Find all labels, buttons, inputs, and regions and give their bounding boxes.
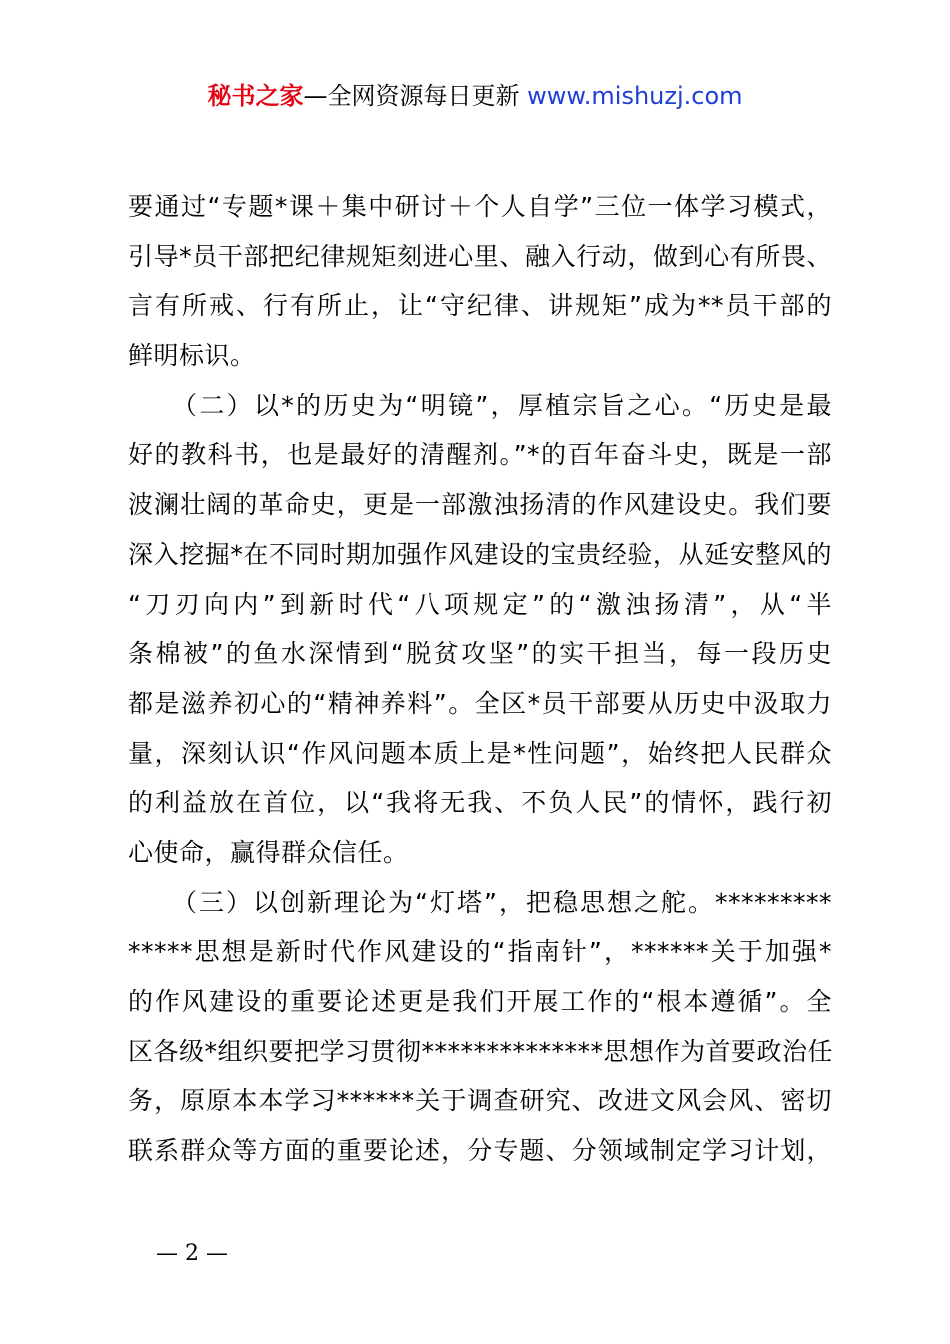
text-line: 波澜壮阔的革命史，更是一部激浊扬清的作风建设史。我们要	[128, 490, 832, 520]
brand-name: 秘书之家	[207, 82, 304, 110]
header-tagline: —全网资源每日更新	[303, 82, 528, 110]
site-url[interactable]: www.mishuzj.com	[527, 82, 743, 110]
text-line: 言有所戒、行有所止，让“守纪律、讲规矩”成为**员干部的	[128, 291, 832, 321]
text-line: 联系群众等方面的重要论述，分专题、分领域制定学习计划，	[128, 1136, 832, 1166]
text-line: 深入挖掘*在不同时期加强作风建设的宝贵经验，从延安整风的	[128, 539, 832, 569]
text-line: （三）以创新理论为“灯塔”，把稳思想之舵。*********	[172, 887, 832, 917]
text-line: 引导*员干部把纪律规矩刻进心里、融入行动，做到心有所畏、	[128, 241, 832, 271]
text-line: 心使命，赢得群众信任。	[128, 837, 409, 867]
text-line: 的作风建设的重要论述更是我们开展工作的“根本遵循”。全	[128, 987, 832, 1016]
text-line: 条棉被”的鱼水深情到“脱贫攻坚”的实干担当，每一段历史	[128, 639, 832, 669]
page-number: — 2 —	[156, 1241, 228, 1266]
text-line: *****思想是新时代作风建设的“指南针”，******关于加强*	[128, 937, 832, 967]
text-line: 要通过“专题*课＋集中研讨＋个人自学”三位一体学习模式，	[128, 192, 832, 221]
site-header	[0, 80, 950, 112]
text-line: 区各级*组织要把学习贯彻**************思想作为首要政治任	[128, 1036, 834, 1066]
text-line: 量，深刻认识“作风问题本质上是*性问题”，始终把人民群众	[128, 738, 832, 768]
text-line: 务，原原本本学习******关于调查研究、改进文风会风、密切	[128, 1086, 832, 1116]
text-line: 鲜明标识。	[128, 341, 256, 371]
text-line: 都是滋养初心的“精神养料”。全区*员干部要从历史中汲取力	[128, 688, 832, 718]
text-line: 好的教科书，也是最好的清醒剂。”*的百年奋斗史，既是一部	[128, 440, 832, 470]
text-line: （二）以*的历史为“明镜”，厚植宗旨之心。“历史是最	[172, 390, 832, 420]
text-line: “刀刃向内”到新时代“八项规定”的“激浊扬清”，从“半	[128, 589, 832, 619]
document-body	[128, 182, 832, 1176]
text-line: 的利益放在首位，以“我将无我、不负人民”的情怀，践行初	[128, 788, 832, 818]
